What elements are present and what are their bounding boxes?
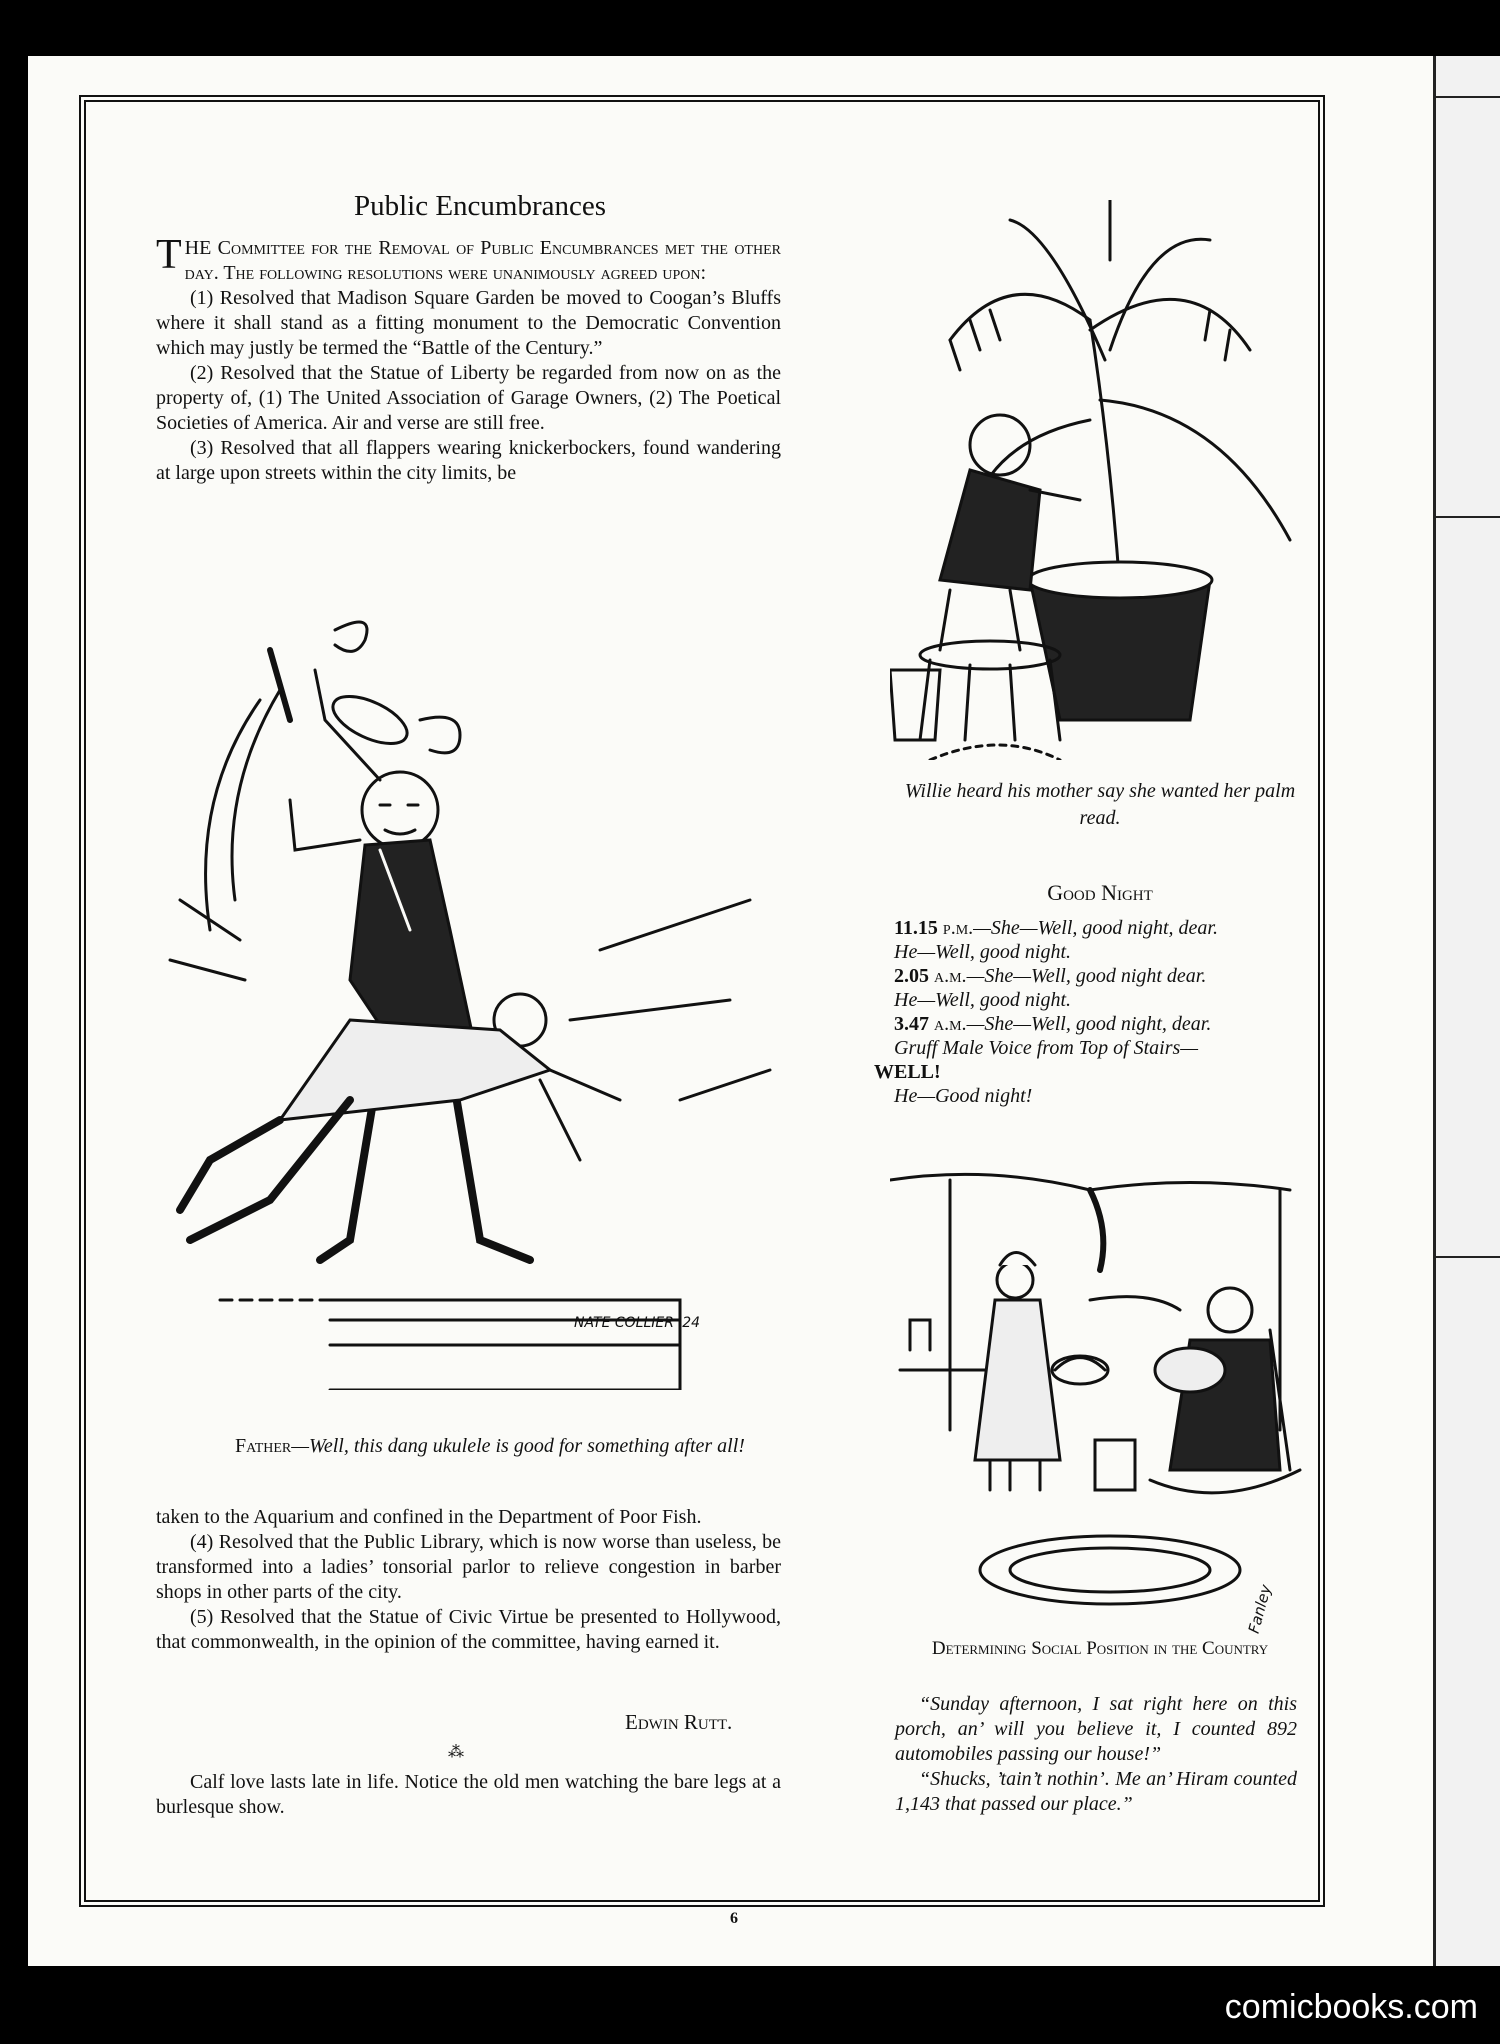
calf-love-joke: Calf love lasts late in life. Notice the old men watching the bare legs at a burlesque show. (156, 1771, 781, 1818)
separator-stars: ⁂ (448, 1744, 465, 1761)
cartoon-willie-palm (890, 200, 1310, 760)
good-night-well: WELL! (874, 1061, 941, 1083)
page-number: 6 (730, 1910, 738, 1927)
country-artist-signature: Fanley (1244, 1582, 1275, 1636)
resolution-2: (2) Resolved that the Statue of Liberty be regarded from now on as the property of, (1) The United Association of Garage Owners, (2) The Poetical Societies of America. Air and verse are still free. (156, 362, 781, 434)
article-text-bottom (156, 1505, 781, 1655)
good-night-line-5: 3.47 a.m.—She—Well, good night, dear. (894, 1013, 1212, 1035)
father-artist-signature: NATE COLLIER '24 (574, 1315, 701, 1331)
country-quote-1: “Sunday afternoon, I sat right here on this porch, an’ will you believe it, I counted 892 automobiles passing our house!” (895, 1693, 1297, 1765)
resolution-3-end: taken to the Aquarium and confined in the Department of Poor Fish. (156, 1506, 702, 1528)
father-speaker: Father (235, 1435, 292, 1457)
good-night-line-2: He—Well, good night. (894, 941, 1072, 963)
resolution-1: (1) Resolved that Madison Square Garden be moved to Coogan’s Bluffs where it shall stand as a fitting monument to the Democratic Convention which may justly be termed the “Battle of the Century.” (156, 287, 781, 359)
resolution-3-start: (3) Resolved that all flappers wearing knickerbockers, found wandering at large upon streets within the city limits, be (156, 437, 781, 484)
author-signature: Edwin Rutt. (625, 1710, 733, 1734)
next-page-edge (1433, 56, 1500, 1966)
resolution-4: (4) Resolved that the Public Library, which is now worse than useless, be transformed into a ladies’ tonsorial parlor to relieve congestion in barber shops in other parts of the city. (156, 1531, 781, 1603)
father-caption (170, 1433, 810, 1460)
article-text-top (156, 232, 781, 486)
resolution-5: (5) Resolved that the Statue of Civic Virtue be presented to Hollywood, that commonwealth, in the opinion of the committee, having earned it. (156, 1606, 781, 1653)
good-night-line-4: He—Well, good night. (894, 989, 1072, 1011)
cartoon-father-spanking (150, 600, 790, 1390)
good-night-final: He—Good night! (894, 1085, 1033, 1107)
good-night-line-3: 2.05 a.m.—She—Well, good night dear. (894, 965, 1207, 987)
good-night-dialogue (874, 916, 1314, 1108)
article-title: Public Encumbrances (353, 190, 607, 222)
father-quote: —Well, this dang ukulele is good for something after all! (291, 1435, 745, 1457)
cartoon-country-porch (890, 1170, 1310, 1610)
good-night-gruff: Gruff Male Voice from Top of Stairs— (894, 1037, 1199, 1059)
good-night-title: Good Night (1047, 880, 1153, 905)
drop-cap: T (156, 232, 182, 278)
site-watermark: comicbooks.com (1224, 1988, 1478, 2026)
article-intro: THE Committee for the Removal of Public Encumbrances met the other day. The following resolutions were unanimously agreed upon: (156, 232, 781, 284)
country-cartoon-title: Determining Social Position in the Country (931, 1638, 1269, 1659)
willie-caption: Willie heard his mother say she wanted her palm read. (904, 780, 1296, 829)
country-quote-2: “Shucks, ’tain’t nothin’. Me an’ Hiram counted 1,143 that passed our place.” (895, 1768, 1297, 1815)
good-night-line-1: 11.15 p.m.—She—Well, good night, dear. (894, 917, 1218, 939)
country-dialogue (895, 1692, 1297, 1817)
